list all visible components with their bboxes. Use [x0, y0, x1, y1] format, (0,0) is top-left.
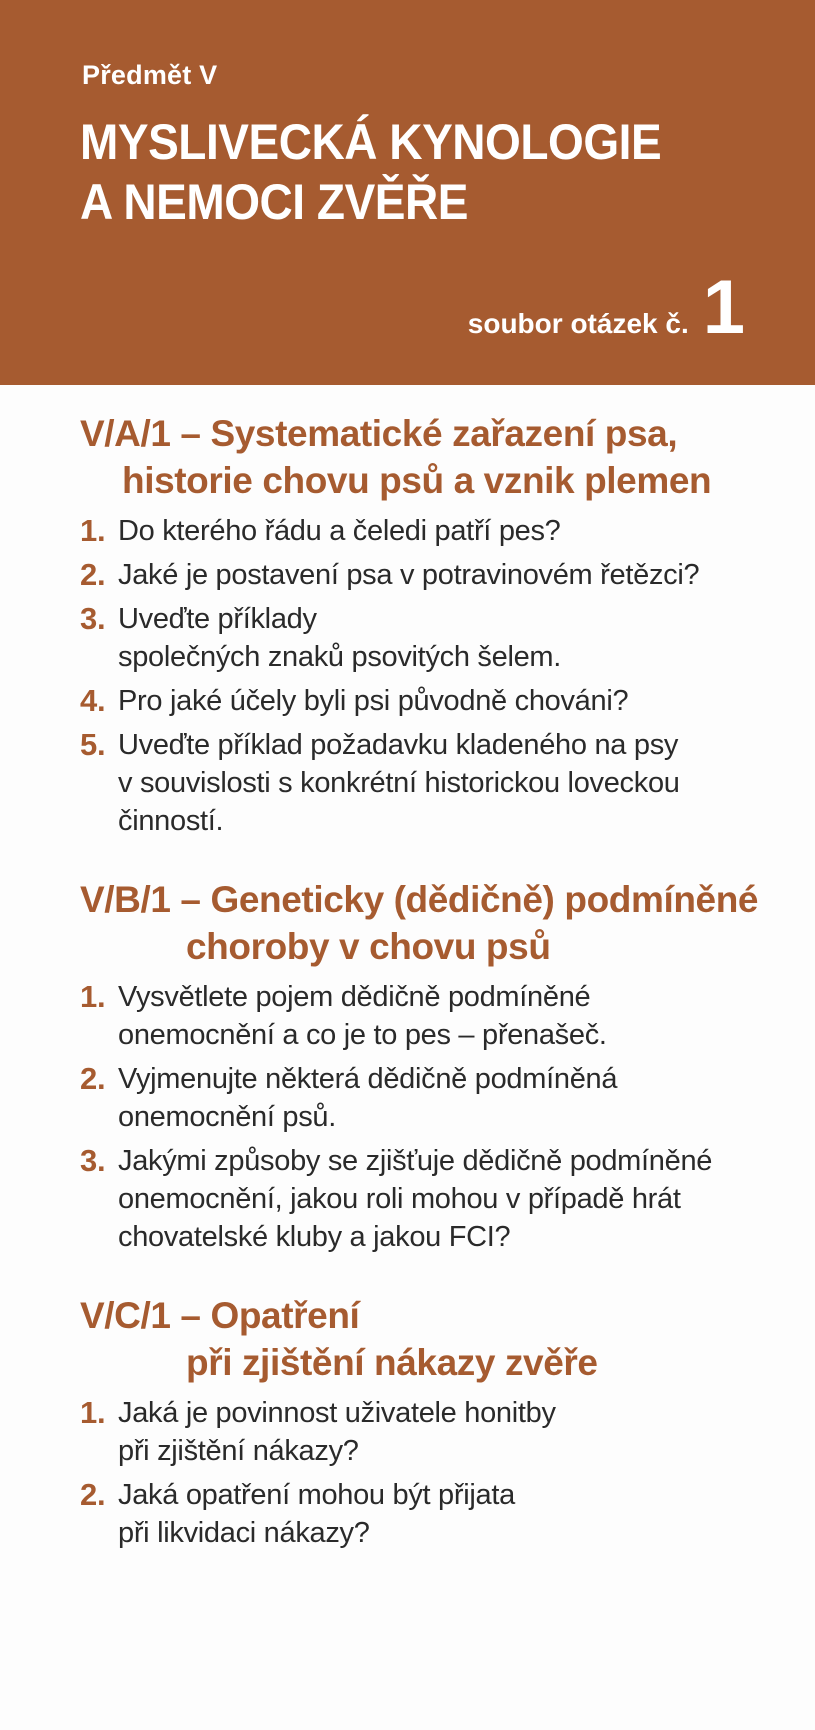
question-item — [80, 682, 790, 720]
question-text: Vyjmenujte některá dědičně podmíněná onemocnění psů. — [118, 1063, 618, 1133]
question-text: Jakými způsoby se zjišťuje dědičně podmíněné onemocnění, jakou roli mohou v případě hrát chovatelské kluby a jakou FCI? — [118, 1145, 713, 1253]
question-set-number: 1 — [702, 265, 745, 350]
section-title — [80, 1292, 790, 1386]
section-v-c-1 — [80, 1292, 790, 1552]
question-text: Jaká opatření mohou být přijata při likvidaci nákazy? — [118, 1479, 515, 1549]
question-text: Uveďte příklady společných znaků psovitých šelem. — [118, 603, 562, 673]
question-number: 1. — [80, 979, 106, 1014]
question-text: Vysvětlete pojem dědičně podmíněné onemocnění a co je to pes – přenašeč. — [118, 981, 607, 1051]
question-item — [80, 1142, 790, 1256]
question-number: 5. — [80, 727, 106, 762]
section-title-line-1: V/B/1 – Geneticky (dědičně) podmíněné — [80, 879, 759, 920]
question-text: Jaké je postavení psa v potravinovém řetězci? — [118, 559, 700, 591]
section-title-line-1: V/A/1 – Systematické zařazení psa, — [80, 413, 678, 454]
question-number: 3. — [80, 1143, 106, 1178]
question-number: 2. — [80, 1061, 106, 1096]
question-list — [80, 978, 790, 1256]
question-list — [80, 512, 790, 840]
section-title-line-2: historie chovu psů a vznik plemen — [122, 460, 712, 501]
section-title-line-2: choroby v chovu psů — [186, 926, 551, 967]
question-item — [80, 1476, 790, 1552]
content — [80, 410, 790, 1588]
question-list — [80, 1394, 790, 1552]
section-v-b-1 — [80, 876, 790, 1256]
section-title-line-1: V/C/1 – Opatření — [80, 1295, 360, 1336]
question-text: Pro jaké účely byli psi původně chováni? — [118, 685, 629, 717]
question-set-label: soubor otázek č. — [467, 308, 689, 339]
question-item — [80, 1394, 790, 1470]
question-set — [467, 265, 745, 350]
question-text: Do kterého řádu a čeledi patří pes? — [118, 515, 561, 547]
question-number: 3. — [80, 601, 106, 636]
question-number: 1. — [80, 513, 106, 548]
question-item — [80, 1060, 790, 1136]
question-item — [80, 600, 790, 676]
section-title-line-2: při zjištění nákazy zvěře — [186, 1342, 598, 1383]
section-title — [80, 410, 790, 504]
subject-label: Předmět V — [82, 60, 218, 90]
question-number: 2. — [80, 1477, 106, 1512]
title-line-1: MYSLIVECKÁ KYNOLOGIE — [80, 114, 662, 170]
header-banner — [0, 0, 815, 385]
question-text: Uveďte příklad požadavku kladeného na psy v souvislosti s konkrétní historickou loveckou činností. — [118, 729, 680, 837]
section-title — [80, 876, 790, 970]
section-v-a-1 — [80, 410, 790, 840]
question-number: 2. — [80, 557, 106, 592]
question-item — [80, 556, 790, 594]
question-item — [80, 512, 790, 550]
question-item — [80, 978, 790, 1054]
question-number: 1. — [80, 1395, 106, 1430]
page-title — [80, 112, 661, 232]
question-item — [80, 726, 790, 840]
question-text: Jaká je povinnost uživatele honitby při zjištění nákazy? — [118, 1397, 556, 1467]
title-line-2: A NEMOCI ZVĚŘE — [80, 174, 469, 230]
question-number: 4. — [80, 683, 106, 718]
